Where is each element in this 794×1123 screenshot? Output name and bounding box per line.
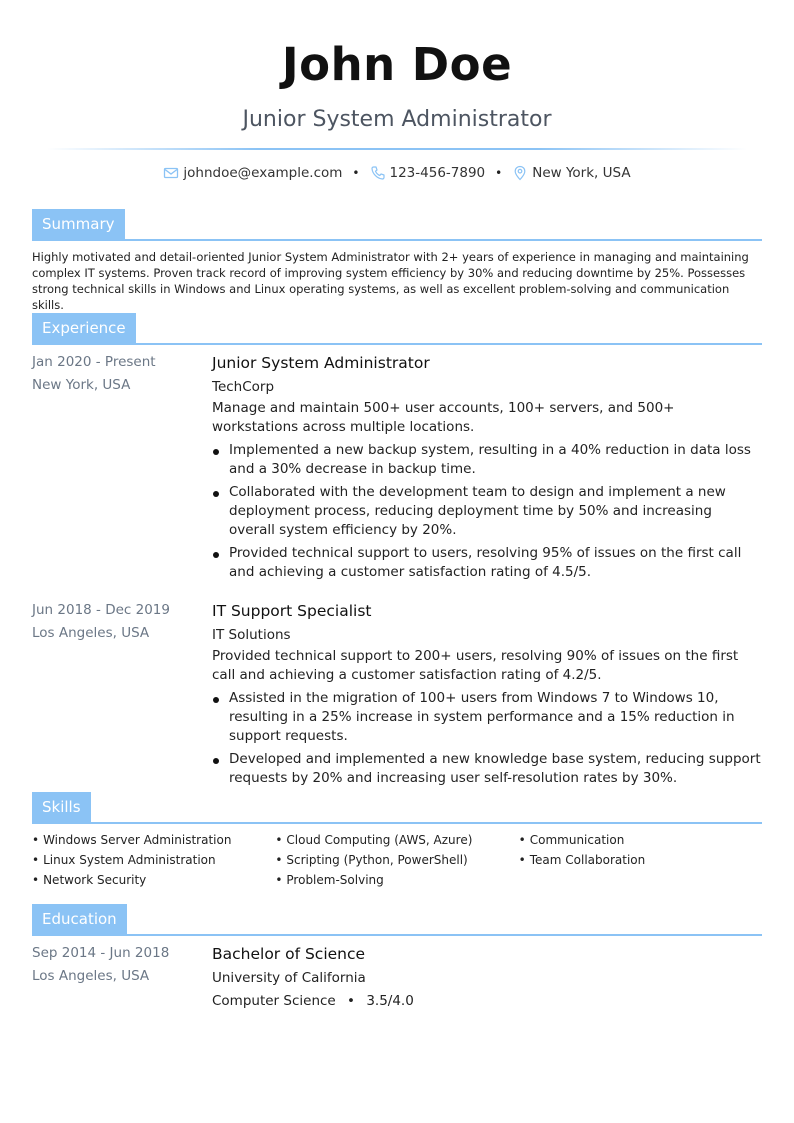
education-location: Los Angeles, USA xyxy=(32,968,150,984)
skills-column xyxy=(519,830,762,890)
skill-text: Scripting (Python, PowerShell) xyxy=(286,853,468,867)
education-section-header xyxy=(32,904,762,936)
summary-heading: Summary xyxy=(32,209,125,239)
skills-column xyxy=(32,830,275,890)
phone-icon xyxy=(370,165,386,181)
experience-bullets xyxy=(212,441,762,582)
education-dates: Sep 2014 - Jun 2018 xyxy=(32,945,170,961)
education-meta xyxy=(32,942,202,988)
experience-title: Junior System Administrator xyxy=(212,354,430,372)
skill-bullet: • xyxy=(32,833,40,847)
summary-section-header xyxy=(32,209,762,241)
bullet-text: Assisted in the migration of 100+ users from Windows 7 to Windows 10, resulting in a 25% increase in system performance and a 15% reduction in support requests. xyxy=(229,690,735,744)
education-separator: • xyxy=(347,993,356,1009)
skill-bullet: • xyxy=(32,853,40,867)
experience-section-header xyxy=(32,313,762,345)
contact-phone[interactable] xyxy=(370,165,486,181)
location-text: New York, USA xyxy=(532,165,631,181)
experience-meta xyxy=(32,351,202,397)
list-item xyxy=(212,483,762,540)
experience-description: Provided technical support to 200+ users, resolving 90% of issues on the first call and achieving a customer satisfaction rating of 4.2/5. xyxy=(212,648,739,683)
skill-item xyxy=(32,850,275,870)
experience-details xyxy=(212,599,762,792)
skill-text: Linux System Administration xyxy=(43,853,216,867)
mail-icon xyxy=(163,165,179,181)
skill-text: Problem-Solving xyxy=(286,873,384,887)
contact-email[interactable] xyxy=(163,165,342,181)
skill-bullet: • xyxy=(518,833,526,847)
skill-item xyxy=(275,850,518,870)
skill-text: Windows Server Administration xyxy=(43,833,232,847)
skill-bullet: • xyxy=(32,873,40,887)
contact-bar xyxy=(0,165,794,181)
education-field-line xyxy=(212,990,762,1013)
title-divider xyxy=(47,148,747,150)
experience-company: IT Solutions xyxy=(212,627,291,643)
experience-company: TechCorp xyxy=(212,379,275,395)
education-gpa: 3.5/4.0 xyxy=(366,993,414,1009)
summary-text: Highly motivated and detail-oriented Junior System Administrator with 2+ years of experience in managing and maintaining complex IT systems. Proven track record of improving system efficiency by 30% and reducing downtime by 25%. Possesses strong technical skills in Windows and Linux operating systems, as well as excellent problem-solving and communication skills. xyxy=(32,250,749,312)
education-field: Computer Science xyxy=(212,993,336,1009)
experience-dates: Jun 2018 - Dec 2019 xyxy=(32,602,170,618)
contact-separator: • xyxy=(495,166,503,180)
skill-bullet: • xyxy=(275,853,283,867)
skill-text: Team Collaboration xyxy=(529,853,646,867)
skills-heading: Skills xyxy=(32,792,91,822)
map-pin-icon xyxy=(512,165,528,181)
education-details xyxy=(212,942,762,1013)
contact-location xyxy=(512,165,630,181)
skill-bullet: • xyxy=(518,853,526,867)
experience-bullets xyxy=(212,689,762,788)
experience-meta xyxy=(32,599,202,645)
skill-item xyxy=(519,830,762,850)
bullet-dot xyxy=(213,449,219,455)
list-item xyxy=(212,441,762,479)
skill-text: Cloud Computing (AWS, Azure) xyxy=(286,833,473,847)
skills-grid xyxy=(32,830,762,890)
experience-title: IT Support Specialist xyxy=(212,602,372,620)
experience-description: Manage and maintain 500+ user accounts, 100+ servers, and 500+ workstations across multiple locations. xyxy=(212,400,675,435)
education-degree: Bachelor of Science xyxy=(212,945,366,963)
bullet-text: Provided technical support to users, resolving 95% of issues on the first call and achieving a customer satisfaction rating of 4.5/5. xyxy=(229,545,742,580)
phone-text: 123-456-7890 xyxy=(389,165,486,181)
experience-details xyxy=(212,351,762,586)
skill-item xyxy=(519,850,762,870)
skill-item xyxy=(32,870,275,890)
bullet-text: Developed and implemented a new knowledge base system, reducing support requests by 20% and increasing user self-resolution rates by 30%. xyxy=(229,751,761,786)
email-text: johndoe@example.com xyxy=(183,165,343,181)
skills-section-header xyxy=(32,792,762,824)
job-title: Junior System Administrator xyxy=(242,107,552,132)
skill-item xyxy=(275,870,518,890)
contact-separator: • xyxy=(352,166,360,180)
skills-column xyxy=(275,830,518,890)
bullet-dot xyxy=(213,491,219,497)
skill-text: Network Security xyxy=(43,873,147,887)
candidate-name: John Doe xyxy=(281,38,513,91)
bullet-dot xyxy=(213,758,219,764)
skill-item xyxy=(275,830,518,850)
skill-text: Communication xyxy=(529,833,625,847)
list-item xyxy=(212,544,762,582)
skill-item xyxy=(32,830,275,850)
experience-location: Los Angeles, USA xyxy=(32,625,150,641)
education-heading: Education xyxy=(32,904,127,934)
bullet-text: Collaborated with the development team to design and implement a new deployment process, reducing deployment time by 50% and increasing overall system efficiency by 20%. xyxy=(229,484,726,538)
skill-bullet: • xyxy=(275,873,283,887)
education-school: University of California xyxy=(212,970,366,986)
experience-dates: Jan 2020 - Present xyxy=(32,354,156,370)
list-item xyxy=(212,689,762,746)
list-item xyxy=(212,750,762,788)
skill-bullet: • xyxy=(275,833,283,847)
experience-location: New York, USA xyxy=(32,377,131,393)
bullet-dot xyxy=(213,697,219,703)
bullet-dot xyxy=(213,552,219,558)
bullet-text: Implemented a new backup system, resulting in a 40% reduction in data loss and a 30% decrease in backup time. xyxy=(229,442,751,477)
experience-heading: Experience xyxy=(32,313,136,343)
